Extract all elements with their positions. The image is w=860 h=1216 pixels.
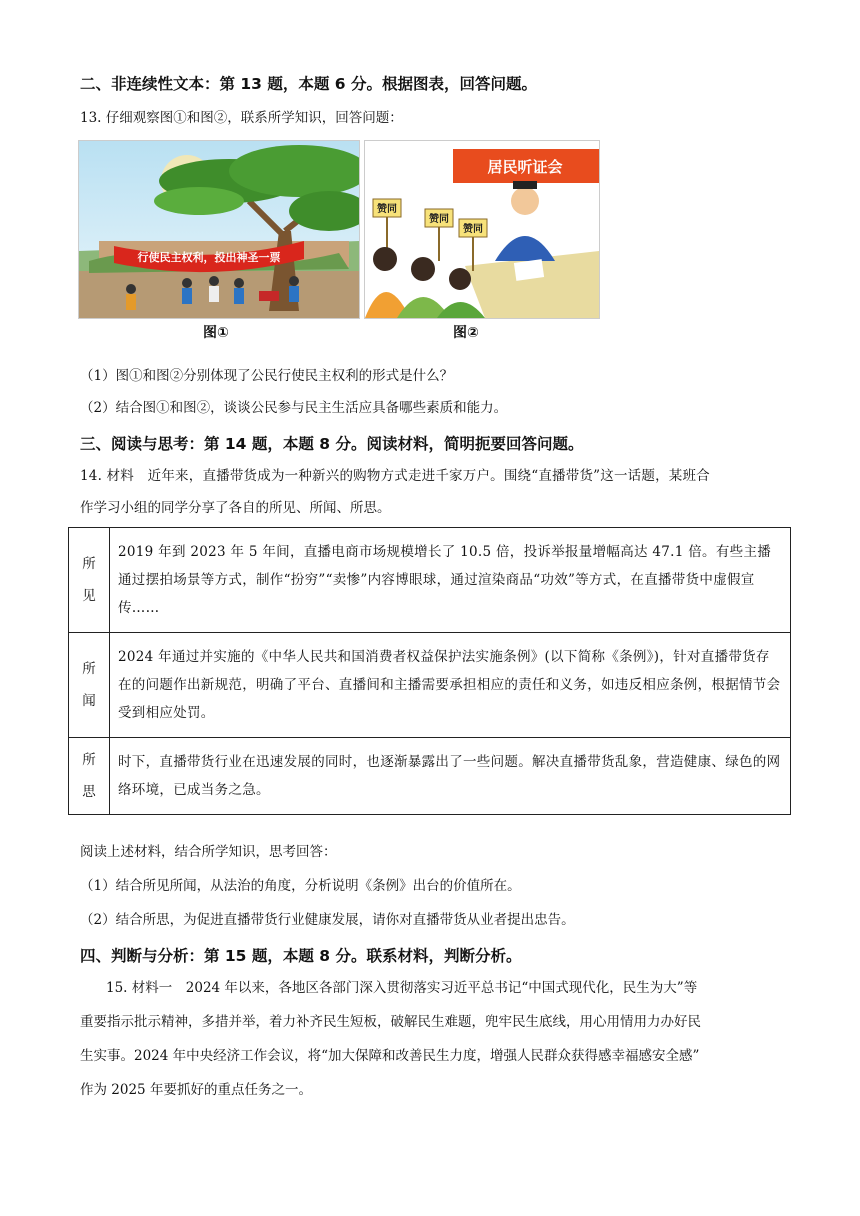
figure-1-caption: 图① xyxy=(203,325,229,341)
question-14-sub-2: （2）结合所思，为促进直播带货行业健康发展，请你对直播带货从业者提出忠告。 xyxy=(80,912,575,928)
material-table xyxy=(68,527,791,815)
question-14-intro-line-1: 14. 材料 近年来，直播带货成为一种新兴的购物方式走进千家万户。围绕“直播带货”这一话题，某班合 xyxy=(80,468,710,484)
question-15-line-2: 重要指示批示精神，多措并举，着力补齐民生短板，破解民生难题，兜牢民生底线，用心用情用力办好民 xyxy=(80,1014,701,1030)
question-15-line-4: 作为 2025 年要抓好的重点任务之一。 xyxy=(80,1082,312,1098)
question-14-sub-1: （1）结合所见所闻，从法治的角度，分析说明《条例》出台的价值所在。 xyxy=(80,878,521,894)
figure-2-sign-1: 赞同 xyxy=(377,204,397,215)
question-14-prompt: 阅读上述材料，结合所学知识，思考回答： xyxy=(80,844,337,860)
question-15-line-3: 生实事。2024 年中央经济工作会议，将“加大保障和改善民生力度，增强人民群众获得感幸福感安全感” xyxy=(80,1048,700,1064)
figure-1-voting-illustration xyxy=(78,140,360,319)
section-heading-4: 四、判断与分析：第 15 题，本题 8 分。联系材料，判断分析。 xyxy=(80,947,522,965)
row-label-heard xyxy=(69,633,110,738)
row-text-heard: 2024 年通过并实施的《中华人民共和国消费者权益保护法实施条例》(以下简称《条例》)，针对直播带货存在的问题作出新规范，明确了平台、直播间和主播需要承担相应的责任和义务，如违反相应条例，根据情节会受到相应处罚。 xyxy=(110,633,791,738)
section-heading-3: 三、阅读与思考：第 14 题，本题 8 分。阅读材料，简明扼要回答问题。 xyxy=(80,435,584,453)
figure-2-sign-3: 赞同 xyxy=(463,224,483,235)
row-label-char: 所 xyxy=(82,752,96,768)
row-label-char: 思 xyxy=(82,784,96,800)
question-13-stem: 13. 仔细观察图①和图②，联系所学知识，回答问题： xyxy=(80,110,403,126)
material-row-thought xyxy=(69,738,791,815)
row-label-char: 闻 xyxy=(82,693,96,709)
row-label-char: 所 xyxy=(82,556,96,572)
question-13-sub-2: （2）结合图①和图②，谈谈公民参与民主生活应具备哪些素质和能力。 xyxy=(80,400,508,416)
section-heading-2: 二、非连续性文本：第 13 题，本题 6 分。根据图表，回答问题。 xyxy=(80,75,537,93)
row-label-char: 见 xyxy=(82,588,96,604)
figure-2-hearing-illustration xyxy=(364,140,600,319)
figure-1-banner-text: 行使民主权利，投出神圣一票 xyxy=(137,251,281,264)
row-text-seen: 2019 年到 2023 年 5 年间，直播电商市场规模增长了 10.5 倍，投诉举报量增幅高达 47.1 倍。有些主播通过摆拍场景等方式，制作“扮穷”“卖惨”内容博眼球，通过渲染商品“功效”等方式，在直播带货中虚假宣传…… xyxy=(110,528,791,633)
question-15-line-1: 15. 材料一 2024 年以来，各地区各部门深入贯彻落实习近平总书记“中国式现代化，民生为大”等 xyxy=(106,980,698,996)
figure-2-caption: 图② xyxy=(453,325,479,341)
row-text-thought: 时下，直播带货行业在迅速发展的同时，也逐渐暴露出了一些问题。解决直播带货乱象，营造健康、绿色的网络环境，已成当务之急。 xyxy=(110,738,791,815)
row-label-char: 所 xyxy=(82,661,96,677)
question-13-sub-1: （1）图①和图②分别体现了公民行使民主权利的形式是什么？ xyxy=(80,368,454,384)
figure-2-drawing xyxy=(365,141,599,318)
figure-1-drawing xyxy=(79,141,359,318)
material-row-heard xyxy=(69,633,791,738)
row-label-thought xyxy=(69,738,110,815)
figure-2-sign-2: 赞同 xyxy=(429,214,449,225)
question-14-intro-line-2: 作学习小组的同学分享了各自的所见、所闻、所思。 xyxy=(80,500,391,516)
figure-2-board-text: 居民听证会 xyxy=(487,158,563,176)
material-row-seen xyxy=(69,528,791,633)
row-label-seen xyxy=(69,528,110,633)
